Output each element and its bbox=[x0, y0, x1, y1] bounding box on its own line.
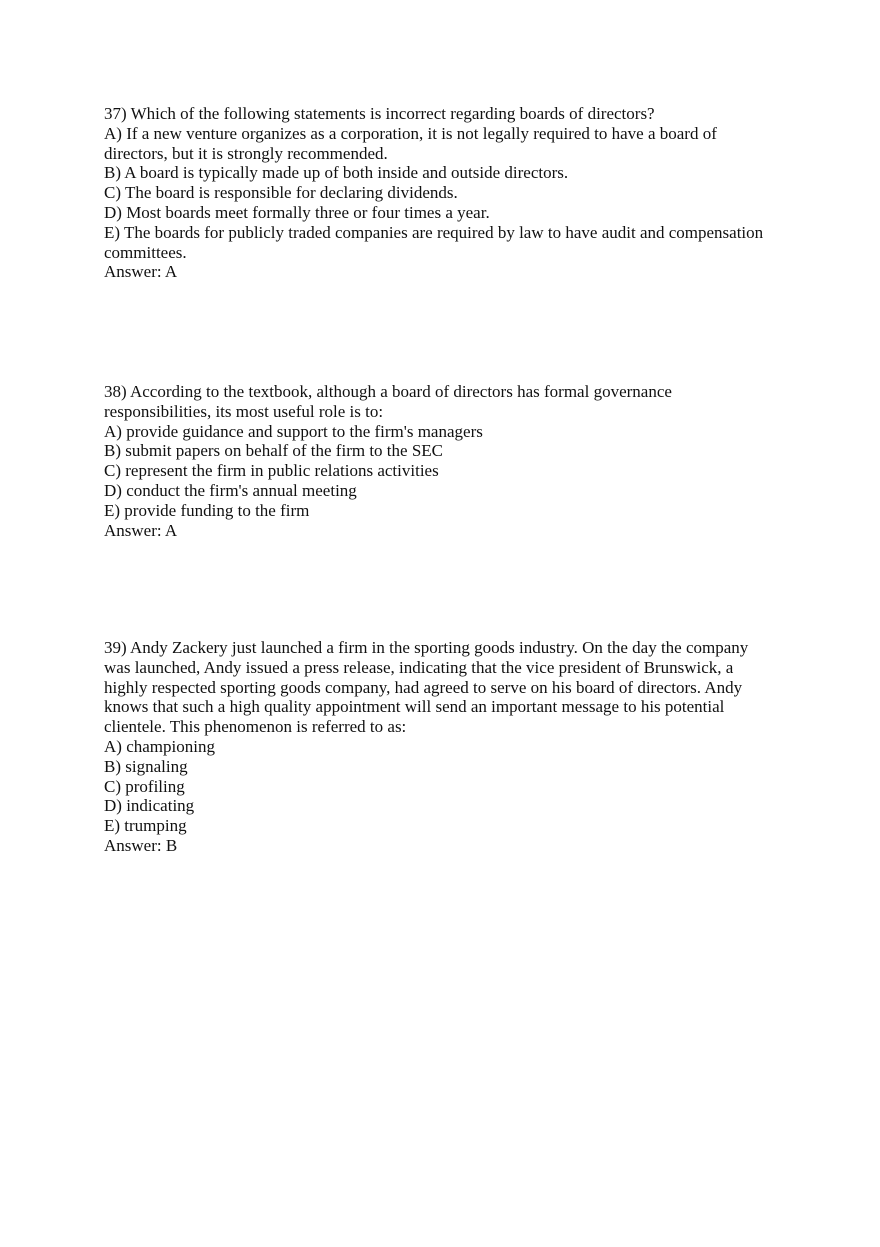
option-d: D) Most boards meet formally three or four times a year. bbox=[104, 202, 490, 222]
answer: Answer: A bbox=[104, 520, 178, 540]
option-a: A) provide guidance and support to the firm's managers bbox=[104, 421, 483, 441]
option-c: C) The board is responsible for declaring dividends. bbox=[104, 183, 458, 203]
option-b: B) signaling bbox=[104, 756, 188, 776]
option-e: E) The boards for publicly traded companies are required by law to have audit and compensation bbox=[104, 222, 764, 242]
question-stem-cont: was launched, Andy issued a press release, indicating that the vice president of Brunswick, a bbox=[104, 657, 734, 677]
option-e: E) provide funding to the firm bbox=[104, 500, 310, 520]
question-stem-cont: highly respected sporting goods company, had agreed to serve on his board of directors. Andy bbox=[104, 677, 743, 697]
option-a: A) If a new venture organizes as a corporation, it is not legally required to have a board of bbox=[104, 123, 717, 143]
question-stem: 39) Andy Zackery just launched a firm in the sporting goods industry. On the day the company bbox=[104, 638, 749, 657]
option-c: C) represent the firm in public relations activities bbox=[104, 461, 439, 481]
option-a: A) championing bbox=[104, 736, 215, 756]
question-stem: 38) According to the textbook, although a board of directors has formal governance bbox=[104, 382, 672, 401]
answer: Answer: A bbox=[104, 262, 178, 282]
option-b: B) submit papers on behalf of the firm to the SEC bbox=[104, 441, 443, 461]
option-e-cont: committees. bbox=[104, 242, 187, 262]
question-37 bbox=[104, 104, 804, 282]
question-stem-cont: responsibilities, its most useful role is to: bbox=[104, 401, 384, 421]
answer: Answer: B bbox=[104, 835, 178, 855]
option-e: E) trumping bbox=[104, 816, 187, 836]
option-c: C) profiling bbox=[104, 776, 185, 796]
question-stem: 37) Which of the following statements is incorrect regarding boards of directors? bbox=[104, 104, 655, 123]
option-d: D) indicating bbox=[104, 796, 195, 816]
question-38 bbox=[104, 382, 804, 540]
option-d: D) conduct the firm's annual meeting bbox=[104, 480, 357, 500]
option-b: B) A board is typically made up of both inside and outside directors. bbox=[104, 163, 569, 183]
question-stem-cont: clientele. This phenomenon is referred to as: bbox=[104, 717, 407, 737]
option-a-cont: directors, but it is strongly recommended. bbox=[104, 143, 388, 163]
question-stem-cont: knows that such a high quality appointment will send an important message to his potential bbox=[104, 697, 725, 717]
question-39 bbox=[104, 638, 804, 856]
